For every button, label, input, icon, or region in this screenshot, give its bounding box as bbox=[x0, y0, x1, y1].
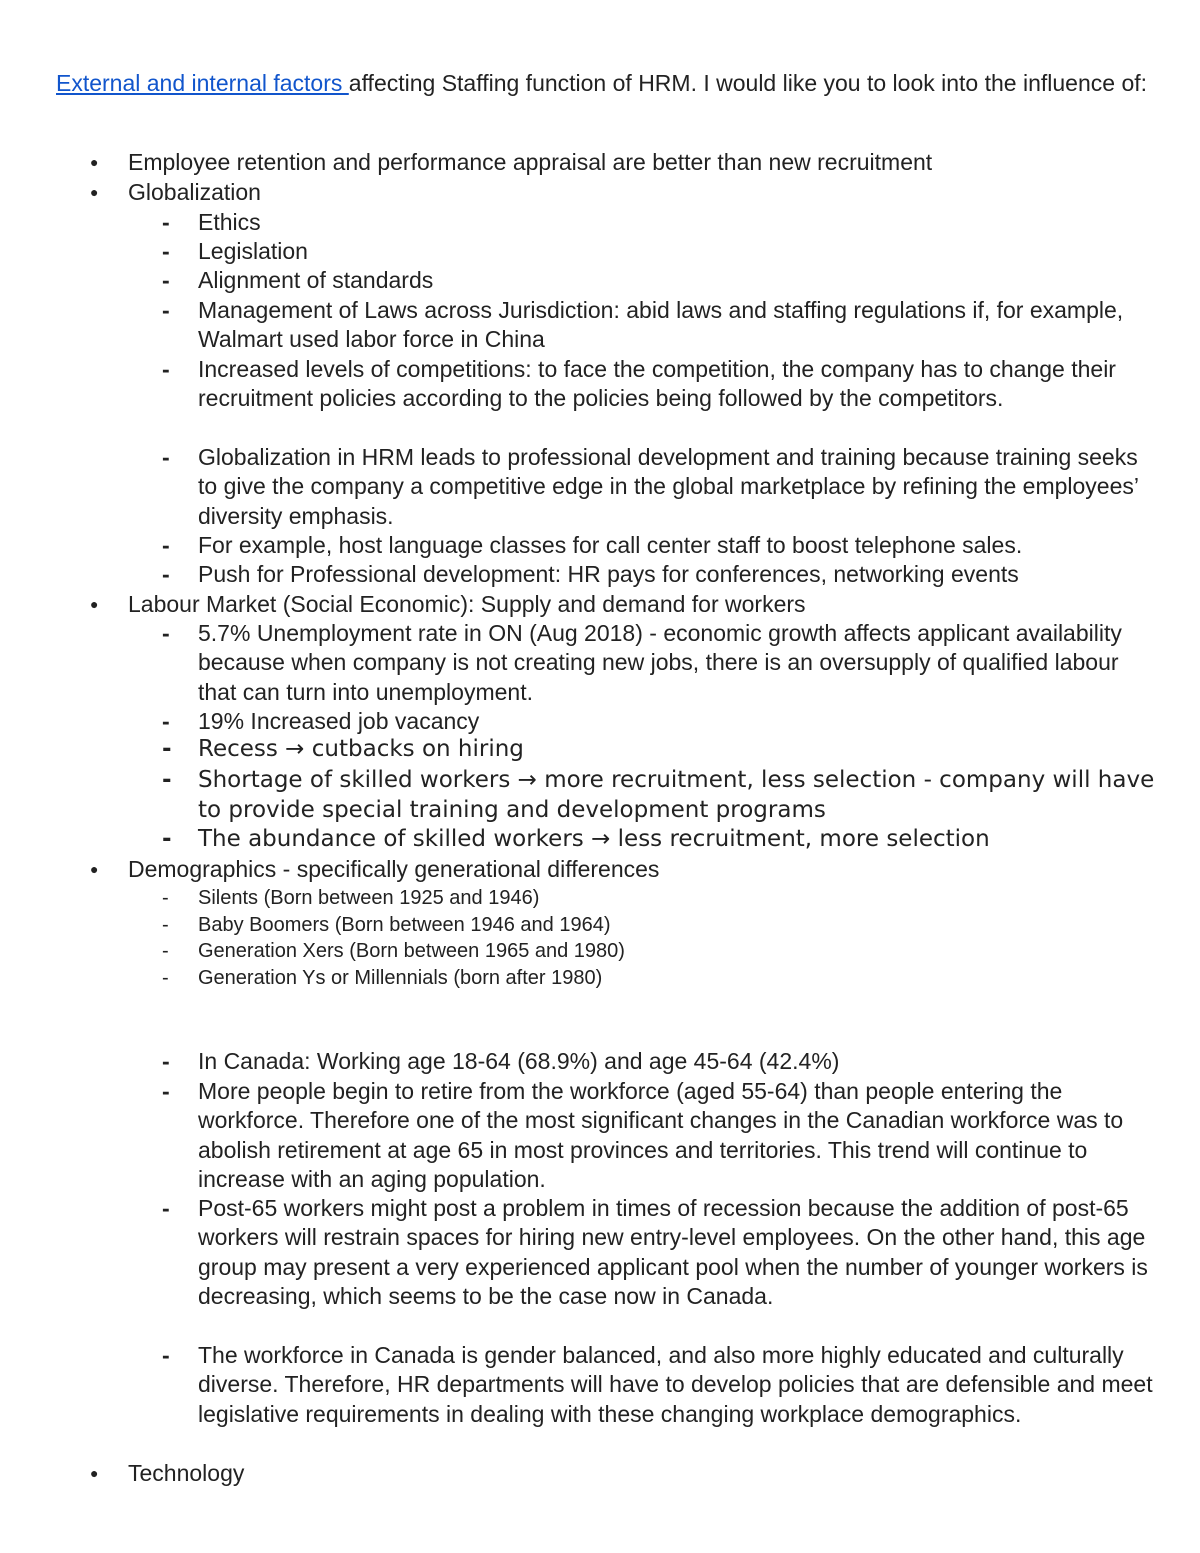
intro-paragraph bbox=[56, 68, 1156, 98]
labour-item: - The abundance of skilled workers → less recruitment, more selection bbox=[198, 825, 1158, 855]
intro-link[interactable]: External and internal factors bbox=[56, 70, 349, 96]
generation-item: - Generation Xers (Born between 1965 and 1980) bbox=[198, 938, 1158, 965]
bullet-icon: ● bbox=[90, 1465, 99, 1481]
bullet-icon: ● bbox=[90, 861, 99, 877]
dash-icon: - bbox=[162, 1048, 170, 1074]
bullet-demographics: ● Demographics - specifically generational differences bbox=[128, 855, 1158, 884]
dash-icon: - bbox=[162, 767, 172, 793]
dash-icon: - bbox=[162, 1342, 170, 1368]
labour-item: - Recess → cutbacks on hiring bbox=[198, 735, 1158, 765]
bullet-icon: ● bbox=[90, 596, 99, 612]
globalization-item: - Alignment of standards bbox=[198, 266, 1158, 295]
labour-item: - 19% Increased job vacancy bbox=[198, 707, 1158, 736]
dash-icon: - bbox=[162, 209, 170, 235]
globalization-item: - Ethics bbox=[198, 208, 1158, 237]
canada-item: - More people begin to retire from the workforce (aged 55-64) than people entering the workforce. Therefore one of the most significant changes in the Canadian workforce was to abolish retirement at age 65 in most provinces and territories. This trend will continue to increase with an aging population. bbox=[162, 1078, 1124, 1193]
dash-icon: - bbox=[162, 620, 170, 646]
labour-item: - 5.7% Unemployment rate in ON (Aug 2018) - economic growth affects applicant availability because when company is not creating new jobs, there is an oversupply of qualified labour that can turn into unemployment. bbox=[162, 620, 1122, 705]
labour-item: - Shortage of skilled workers → more recruitment, less selection - company will have to provide special training and development programs bbox=[162, 767, 1155, 823]
bullet-icon: ● bbox=[90, 184, 99, 200]
canada-item: - In Canada: Working age 18-64 (68.9%) and age 45-64 (42.4%) bbox=[198, 1047, 1158, 1076]
generation-item: - Silents (Born between 1925 and 1946) bbox=[198, 885, 1158, 912]
dash-icon: - bbox=[162, 532, 170, 558]
dash-icon: - bbox=[162, 561, 170, 587]
dash-icon: - bbox=[162, 267, 170, 293]
dash-icon: - bbox=[162, 1195, 170, 1221]
dash-icon: - bbox=[162, 1078, 170, 1104]
dash-icon: - bbox=[162, 708, 170, 734]
dash-icon: - bbox=[162, 356, 170, 382]
globalization-item: - Increased levels of competitions: to face the competition, the company has to change their recruitment policies according to the policies being followed by the competitors. bbox=[162, 356, 1116, 412]
dash-icon: - bbox=[162, 967, 169, 989]
globalization-item: - Management of Laws across Jurisdiction: abid laws and staffing regulations if, for example, Walmart used labor force in China bbox=[162, 297, 1124, 353]
dash-icon: - bbox=[162, 238, 170, 264]
globalization-item: - For example, host language classes for call center staff to boost telephone sales. bbox=[198, 531, 1158, 560]
dash-icon: - bbox=[162, 914, 169, 936]
dash-icon: - bbox=[162, 826, 172, 852]
bullet-technology: ● Technology bbox=[128, 1459, 1158, 1488]
dash-icon: - bbox=[162, 736, 172, 762]
globalization-item: - Push for Professional development: HR pays for conferences, networking events bbox=[198, 560, 1158, 589]
bullet-retention: ● Employee retention and performance appraisal are better than new recruitment bbox=[128, 148, 1158, 177]
globalization-item: - Globalization in HRM leads to professional development and training because training seeks to give the company a competitive edge in the global marketplace by refining the employees’ diversity emphasis. bbox=[162, 444, 1139, 529]
globalization-item: - Legislation bbox=[198, 237, 1158, 266]
bullet-globalization: ● Globalization bbox=[128, 178, 1158, 207]
dash-icon: - bbox=[162, 887, 169, 909]
canada-item: - Post-65 workers might post a problem in times of recession because the addition of post-65 workers will restrain spaces for hiring new entry-level employees. On the other hand, this age group may present a very experienced applicant pool when the number of younger workers is decreasing, which seems to be the case now in Canada. bbox=[162, 1195, 1148, 1310]
bullet-icon: ● bbox=[90, 154, 99, 170]
generation-item: - Generation Ys or Millennials (born after 1980) bbox=[198, 965, 1158, 992]
intro-text: affecting Staffing function of HRM. I would like you to look into the influence of: bbox=[348, 70, 1148, 96]
dash-icon: - bbox=[162, 940, 169, 962]
dash-icon: - bbox=[162, 297, 170, 323]
canada-item: - The workforce in Canada is gender balanced, and also more highly educated and culturally diverse. Therefore, HR departments will have to develop policies that are defensible and meet legislative requirements in dealing with these changing workplace demographics. bbox=[162, 1342, 1153, 1427]
bullet-labour-market: ● Labour Market (Social Economic): Supply and demand for workers bbox=[128, 590, 1158, 619]
generation-item: - Baby Boomers (Born between 1946 and 1964) bbox=[198, 912, 1158, 939]
dash-icon: - bbox=[162, 444, 170, 470]
